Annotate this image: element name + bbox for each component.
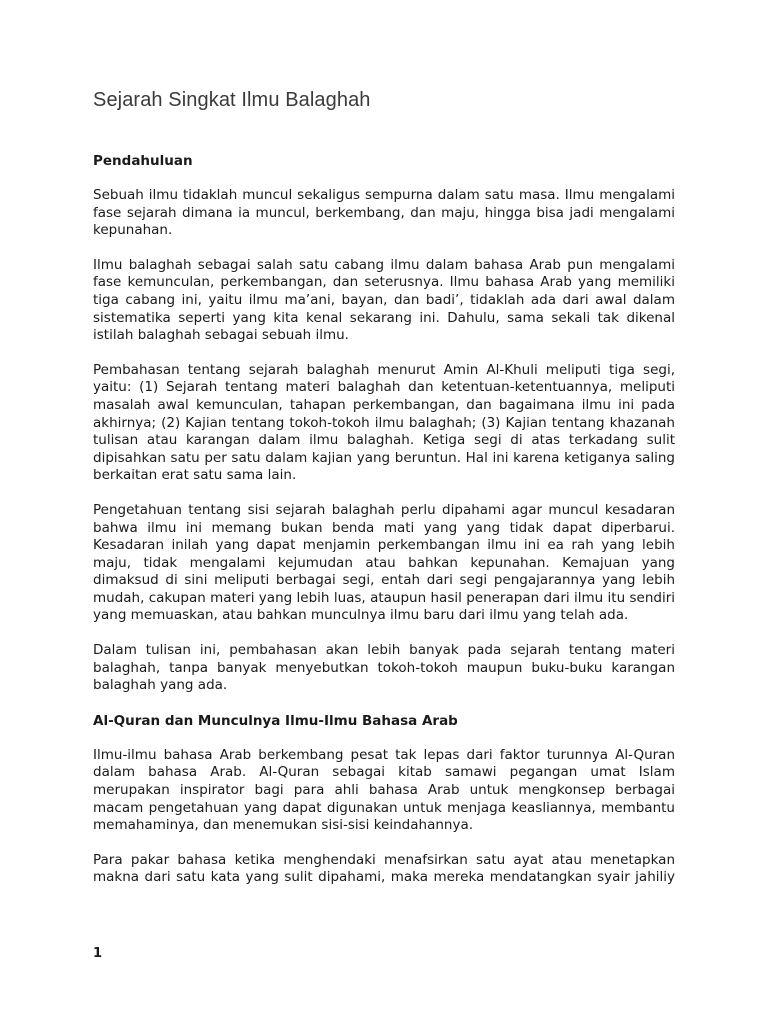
paragraph-continued	[93, 852, 675, 887]
page-number: 1	[93, 946, 103, 961]
paragraph: Ilmu balaghah sebagai salah satu cabang ilmu dalam bahasa Arab pun mengalami fase kemunculan, perkembangan, dan seterusnya. Ilmu bahasa Arab yang memiliki tiga cabang ini, yaitu ilmu ma’ani, bayan, dan badi’, tidaklah ada dari awal dalam sistematika seperti yang kita kenal sekarang ini. Dahulu, sama sekali tak dikenal istilah balaghah sebagai sebuah ilmu.	[93, 256, 675, 344]
document-page	[93, 86, 675, 887]
paragraph: Dalam tulisan ini, pembahasan akan lebih banyak pada sejarah tentang materi balaghah, tanpa banyak menyebutkan tokoh-tokoh maupun buku-buku karangan balaghah yang ada.	[93, 642, 675, 694]
paragraph: Sebuah ilmu tidaklah muncul sekaligus sempurna dalam satu masa. Ilmu mengalami fase sejarah dimana ia muncul, berkembang, dan maju, hingga bisa jadi mengalami kepunahan.	[93, 187, 675, 239]
document-title: Sejarah Singkat Ilmu Balaghah	[93, 89, 371, 111]
paragraph: Ilmu-ilmu bahasa Arab berkembang pesat tak lepas dari faktor turunnya Al-Quran dalam bahasa Arab. Al-Quran sebagai kitab samawi pegangan umat Islam merupakan inspirator bagi para ahli bahasa Arab untuk mengkonsep berbagai macam pengetahuan yang dapat digunakan untuk menjaga keasliannya, membantu memahaminya, dan menemukan sisi-sisi keindahannya.	[93, 746, 675, 834]
paragraph-text: Para pakar bahasa ketika menghendaki menafsirkan satu ayat atau menetapkan makna dari satu kata yang sulit dipahami, maka mereka mendatangkan syair jahiliy	[93, 851, 675, 886]
section-heading-al-quran: Al-Quran dan Munculnya Ilmu-Ilmu Bahasa Arab	[93, 712, 458, 729]
paragraph: Pembahasan tentang sejarah balaghah menurut Amin Al-Khuli meliputi tiga segi, yaitu: (1) Sejarah tentang materi balaghah dan ketentuan-ketentuannya, meliputi masalah awal kemunculan, tahapan perkembangan, dan bagaimana ilmu ini pada akhirnya; (2) Kajian tentang tokoh-tokoh ilmu balaghah; (3) Kajian tentang khazanah tulisan atau karangan dalam ilmu balaghah. Ketiga segi di atas terkadang sulit dipisahkan satu per satu dalam kajian yang beruntun. Hal ini karena ketiganya saling berkaitan erat satu sama lain.	[93, 361, 675, 484]
paragraph: Pengetahuan tentang sisi sejarah balaghah perlu dipahami agar muncul kesadaran bahwa ilmu ini memang bukan benda mati yang yang tidak dapat diperbarui. Kesadaran inilah yang dapat menjamin perkembangan ilmu ini ea rah yang lebih maju, tidak mengalami kejumudan atau bahkan kepunahan. Kemajuan yang dimaksud di sini meliputi berbagai segi, entah dari segi pengajarannya yang lebih mudah, cakupan materi yang lebih luas, ataupun hasil penerapan dari ilmu itu sendiri yang memuaskan, atau bahkan munculnya ilmu baru dari ilmu yang telah ada.	[93, 501, 675, 624]
section-heading-pendahuluan: Pendahuluan	[93, 153, 193, 169]
